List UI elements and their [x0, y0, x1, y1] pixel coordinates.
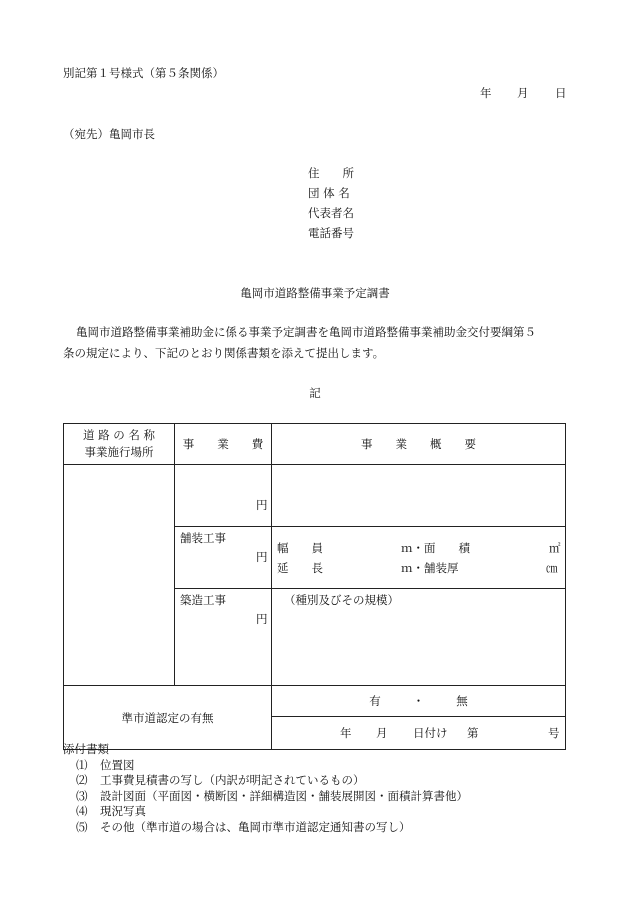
item-number: ⑴: [76, 757, 88, 772]
header-site: 事業施行場所: [84, 445, 154, 459]
applicant-phone-label: 電話番号: [308, 226, 354, 240]
project-table: [63, 423, 566, 750]
cert-dated-label: 日付け: [413, 726, 448, 740]
construction-label: 築造工事: [180, 593, 226, 607]
paving-yen-unit: 円: [256, 550, 268, 564]
yes-option[interactable]: 有: [369, 694, 381, 708]
body-text-line-2: 条の規定により、下記のとおり関係書類を添えて提出します。: [63, 346, 385, 360]
item-number: ⑵: [76, 773, 88, 787]
construction-yen-unit: 円: [256, 612, 268, 626]
paving-label: 舗装工事: [180, 531, 226, 545]
applicant-address-label: 住 所: [308, 166, 354, 180]
m-thickness-label: ｍ・舗装厚: [401, 561, 459, 575]
m-area-label: ｍ・面 積: [401, 541, 470, 555]
construction-overview-cell[interactable]: [272, 589, 566, 686]
table-header-row: [64, 424, 566, 465]
applicant-representative-label: 代表者名: [308, 206, 354, 220]
item-number: ⑷: [76, 804, 88, 818]
cert-month-label: 月: [376, 726, 388, 740]
ki-heading: 記: [309, 386, 321, 400]
item-text: 位置図: [100, 757, 135, 772]
item-text: 現況写真: [100, 804, 146, 818]
header-cost: 事 業 費: [182, 437, 264, 451]
date-month-label: 月: [517, 86, 529, 100]
item-number: ⑶: [76, 788, 88, 803]
header-road-cell: [64, 424, 175, 465]
item-text: 設計図面（平面図・横断図・詳細構造図・舗装展開図・面積計算書他）: [100, 788, 468, 803]
construction-cost-cell[interactable]: [175, 589, 272, 686]
header-cost-cell: [175, 424, 272, 465]
total-yen-unit: 円: [256, 498, 268, 512]
list-item: [63, 773, 468, 789]
item-text: 工事費見積書の写し（内訳が明記されているもの）: [100, 773, 365, 787]
cert-year-label: 年: [340, 726, 352, 740]
header-overview-cell: [272, 424, 566, 465]
no-option[interactable]: 無: [456, 694, 468, 708]
type-scale-label: （種別及びその規模）: [284, 593, 399, 607]
list-item: [63, 789, 468, 805]
attachments-list: [63, 742, 468, 835]
list-item: [63, 820, 468, 836]
table-row-total: [64, 465, 566, 527]
cert-go-label: 号: [548, 726, 560, 740]
total-cost-cell[interactable]: [175, 465, 272, 527]
addressee: （宛先）亀岡市長: [63, 127, 155, 141]
paving-overview-cell[interactable]: [272, 527, 566, 589]
date-day-label: 日: [555, 86, 567, 100]
list-item: [63, 758, 468, 774]
yes-no-cell[interactable]: [272, 686, 566, 717]
length-label: 延 長: [277, 561, 323, 575]
applicant-org-label: 団 体 名: [308, 186, 350, 200]
date-year-label: 年: [480, 86, 492, 100]
certified-label: 準市道認定の有無: [121, 710, 214, 725]
form-reference: 別記第１号様式（第５条関係）: [63, 66, 224, 80]
cert-dai-label: 第: [467, 726, 479, 740]
cm-unit: ㎝: [546, 561, 558, 575]
header-overview: 事 業 概 要: [361, 437, 476, 451]
item-number: ⑸: [76, 819, 88, 834]
table-row-certification: [64, 686, 566, 717]
yes-no-separator: ・: [412, 694, 425, 708]
road-name-value-cell[interactable]: [64, 465, 175, 686]
header-road-name: 道 路 の 名 称: [82, 428, 156, 442]
sqm-unit: ㎡: [549, 541, 561, 555]
width-label: 幅 員: [277, 541, 323, 555]
certified-label-cell: [64, 686, 272, 750]
document-title: 亀岡市道路整備事業予定調書: [240, 286, 390, 300]
total-overview-cell[interactable]: [272, 465, 566, 527]
body-text-line-1: 亀岡市道路整備事業補助金に係る事業予定調書を亀岡市道路整備事業補助金交付要綱第５: [76, 325, 536, 339]
attachments-heading: 添付書類: [63, 742, 109, 756]
item-text: その他（準市道の場合は、亀岡市準市道認定通知書の写し）: [100, 819, 411, 834]
list-item: [63, 804, 468, 820]
paving-cost-cell[interactable]: [175, 527, 272, 589]
